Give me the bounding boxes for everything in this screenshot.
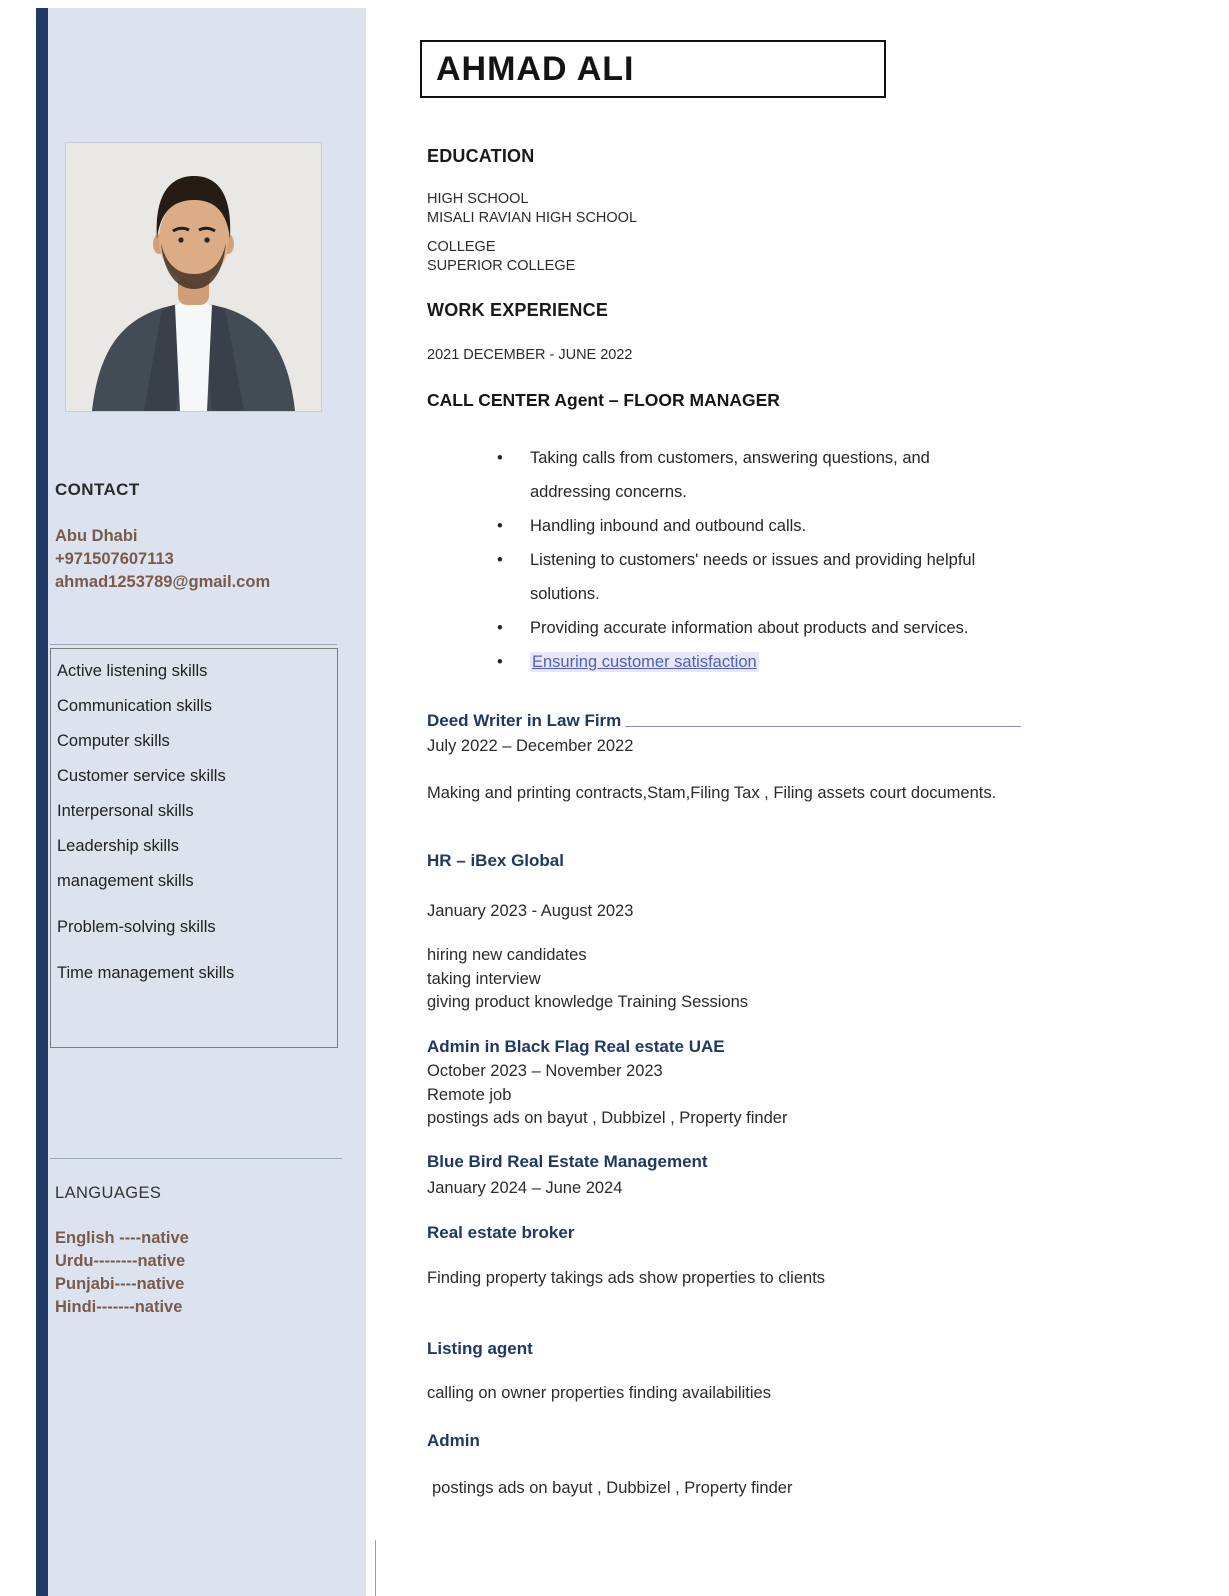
sidebar-divider-top — [50, 644, 337, 645]
skill-item: Customer service skills — [57, 767, 226, 785]
contact-info — [55, 525, 270, 594]
education-heading: EDUCATION — [427, 146, 535, 166]
education-level: COLLEGE — [427, 239, 496, 255]
job-dates-call-center: 2021 DECEMBER - JUNE 2022 — [427, 347, 633, 363]
skill-item: Leadership skills — [57, 837, 179, 855]
contact-email: ahmad1253789@gmail.com — [55, 573, 271, 591]
languages-list — [55, 1227, 189, 1319]
job-details-black-flag — [427, 1060, 787, 1131]
skill-item: Interpersonal skills — [57, 802, 194, 820]
duty-line: taking interview — [427, 969, 541, 988]
role-description-listing-agent: calling on owner properties finding availabilities — [427, 1384, 771, 1402]
work-experience-heading: WORK EXPERIENCE — [427, 300, 609, 320]
sidebar-divider-bottom — [50, 1158, 342, 1159]
job-title-deed-writer: Deed Writer in Law Firm — [427, 711, 622, 730]
job-detail-line: postings ads on bayut , Dubbizel , Property finder — [427, 1109, 788, 1127]
contact-heading: CONTACT — [55, 480, 140, 499]
name-title-box — [420, 40, 886, 98]
language-item: Punjabi----native — [55, 1275, 185, 1293]
duty-line: giving product knowledge Training Sessions — [427, 993, 749, 1011]
job-dates-ibex: January 2023 - August 2023 — [427, 902, 634, 920]
language-item: Urdu--------native — [55, 1252, 186, 1270]
job-dates-black-flag: October 2023 – November 2023 — [427, 1062, 663, 1080]
profile-photo-illustration — [66, 143, 321, 411]
skill-item: Active listening skills — [57, 662, 208, 680]
skill-item: Computer skills — [57, 732, 170, 750]
education-entry-highschool — [427, 190, 637, 227]
skill-item: Time management skills — [57, 964, 235, 982]
job-description-deed-writer: Making and printing contracts,Stam,Filing Tax , Filing assets court documents. — [427, 784, 997, 802]
role-title-admin: Admin — [427, 1431, 480, 1450]
duty-bullet: • Providing accurate information about products and services. — [427, 611, 1090, 645]
customer-satisfaction-link[interactable]: Ensuring customer satisfaction — [532, 653, 757, 671]
skill-item: management skills — [57, 872, 194, 890]
sidebar-accent-stripe — [36, 8, 48, 1596]
education-school: SUPERIOR COLLEGE — [427, 257, 576, 274]
job-title-deed-writer-row — [427, 711, 1021, 731]
duty-bullet: • Taking calls from customers, answering questions, and addressing concerns. — [427, 441, 1090, 509]
job-title-ibex: HR – iBex Global — [427, 851, 564, 870]
education-entry-college — [427, 238, 575, 275]
underline-rule — [625, 726, 1021, 727]
job-dates-blue-bird: January 2024 – June 2024 — [427, 1179, 623, 1197]
job-title-black-flag: Admin in Black Flag Real estate UAE — [427, 1037, 725, 1056]
job-title-call-center: CALL CENTER Agent – FLOOR MANAGER — [427, 390, 780, 410]
education-level: HIGH SCHOOL — [427, 191, 529, 207]
job-dates-deed-writer: July 2022 – December 2022 — [427, 737, 634, 755]
contact-location: Abu Dhabi — [55, 527, 138, 545]
skill-item: Communication skills — [57, 697, 212, 715]
role-title-broker: Real estate broker — [427, 1223, 575, 1242]
candidate-name: AHMAD ALI — [436, 49, 635, 88]
sidebar — [48, 8, 366, 1596]
duty-bullet: • Handling inbound and outbound calls. — [427, 509, 1090, 543]
language-item: English ----native — [55, 1229, 189, 1247]
profile-photo — [65, 142, 322, 412]
skill-item: Problem-solving skills — [57, 918, 216, 936]
job-title-blue-bird: Blue Bird Real Estate Management — [427, 1152, 708, 1171]
language-item: Hindi-------native — [55, 1298, 183, 1316]
call-center-duties-list — [427, 441, 1090, 679]
languages-heading: LANGUAGES — [55, 1184, 162, 1202]
duty-bullet: • Listening to customers' needs or issues and providing helpful solutions. — [427, 543, 1090, 611]
role-description-admin: postings ads on bayut , Dubbizel , Property finder — [432, 1479, 793, 1497]
job-duties-ibex — [427, 944, 748, 1015]
duty-line: hiring new candidates — [427, 946, 587, 964]
skills-box — [50, 648, 338, 1048]
contact-phone: +971507607113 — [55, 550, 174, 568]
page-divider-line — [375, 1540, 376, 1596]
education-school: MISALI RAVIAN HIGH SCHOOL — [427, 209, 638, 226]
role-title-listing-agent: Listing agent — [427, 1339, 533, 1358]
job-detail-line: Remote job — [427, 1085, 512, 1104]
duty-bullet-link — [427, 645, 1090, 679]
role-description-broker: Finding property takings ads show properties to clients — [427, 1269, 826, 1287]
